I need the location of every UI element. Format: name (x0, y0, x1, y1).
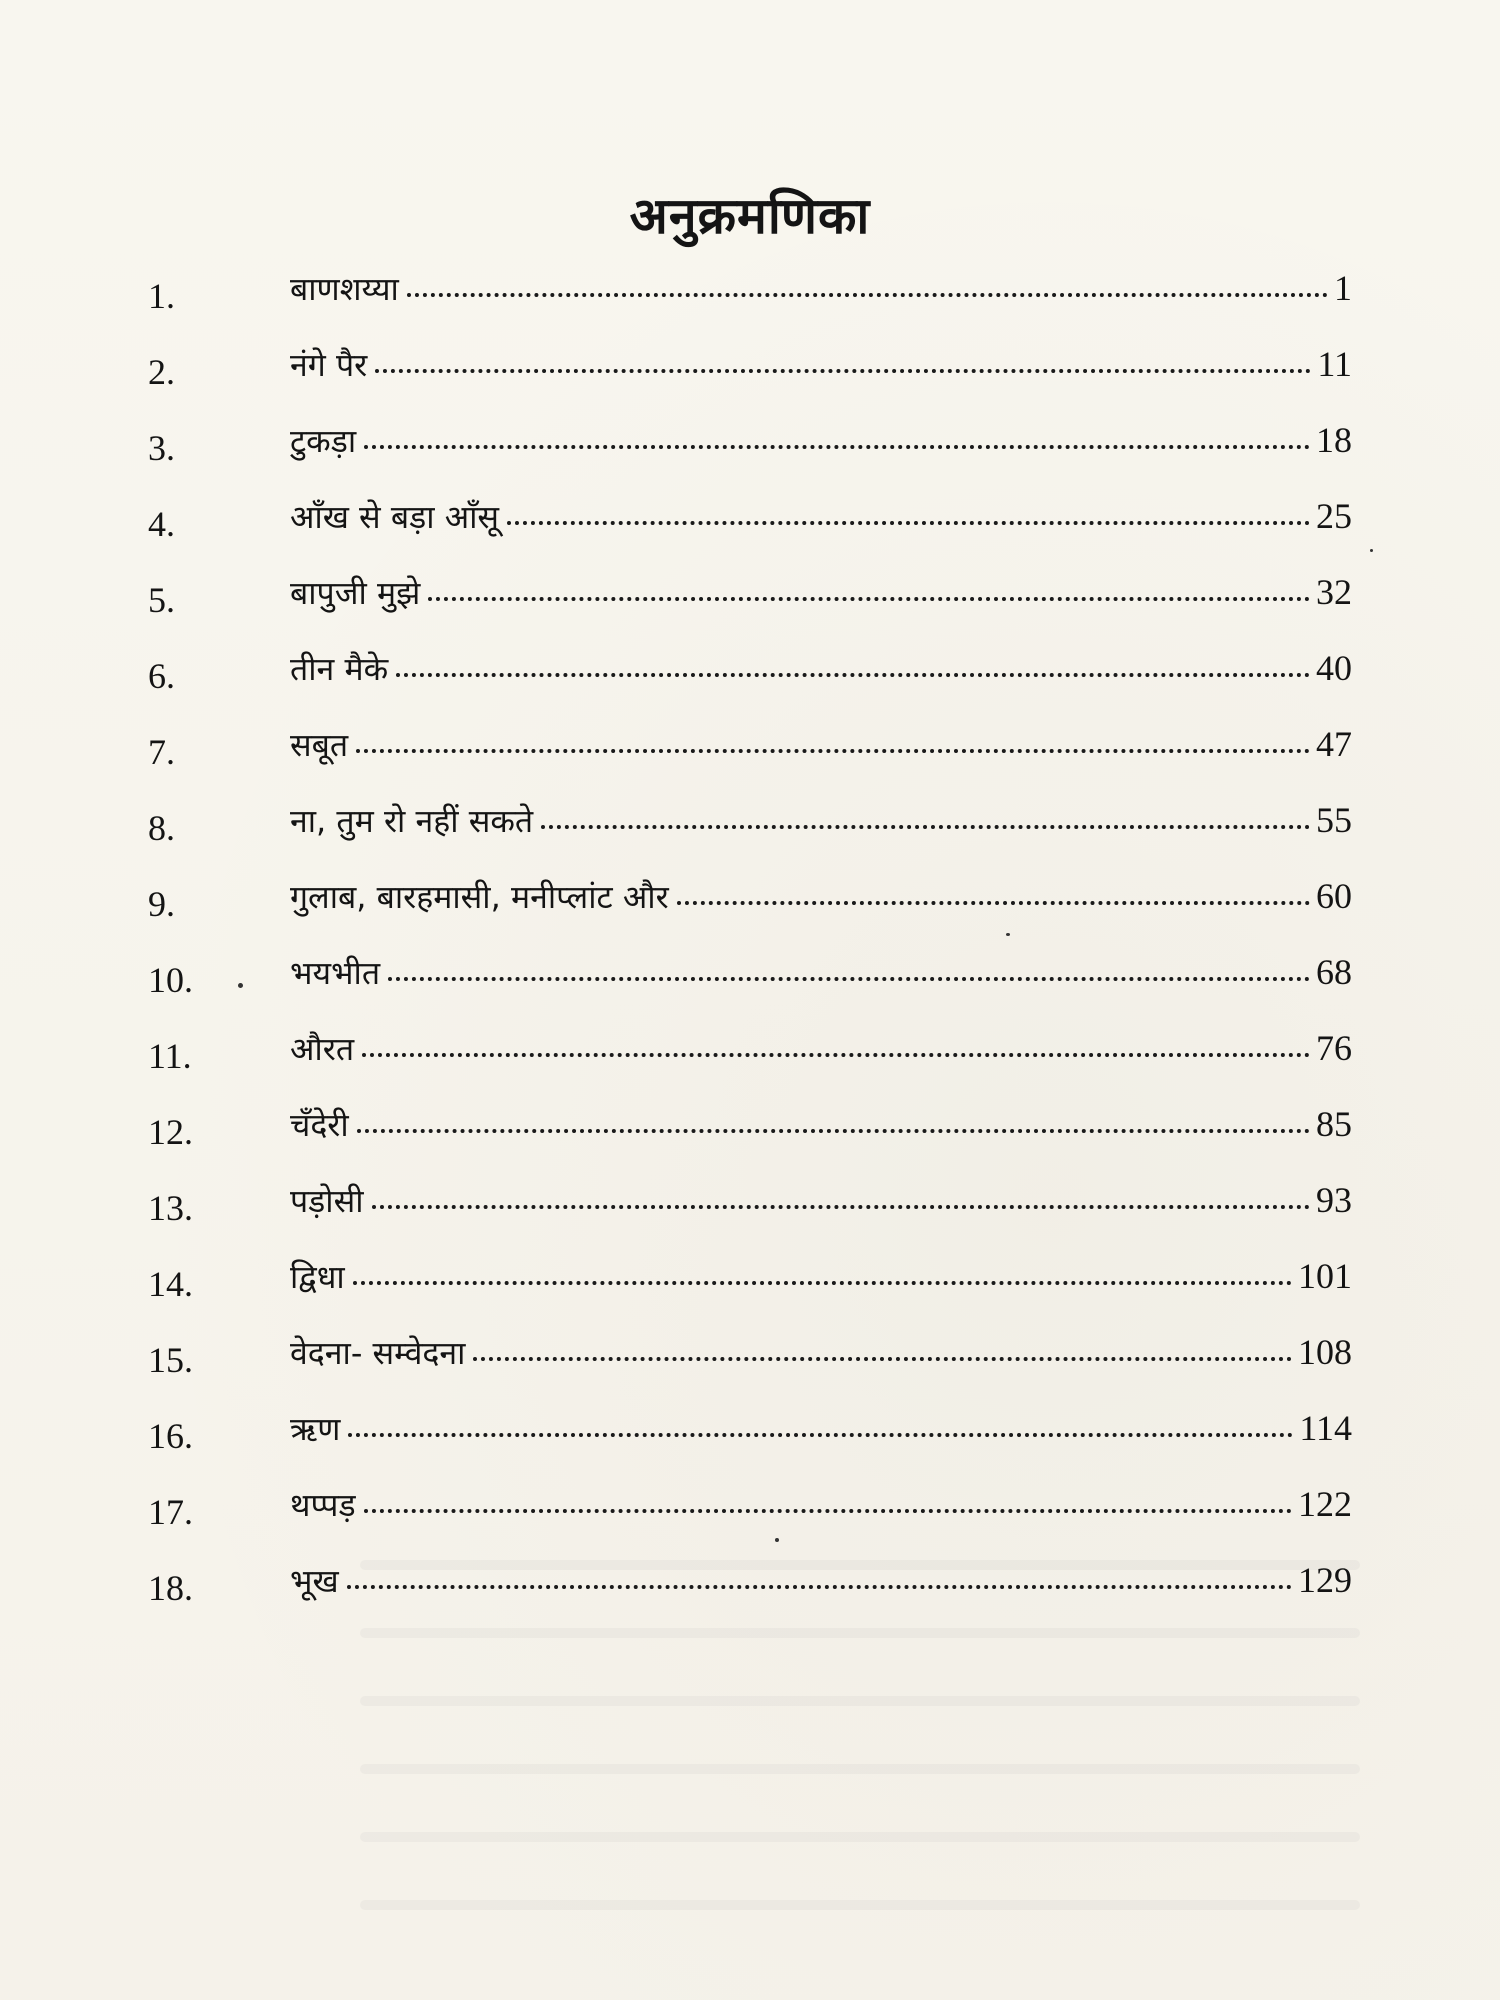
entry-body (290, 1483, 1352, 1543)
dot-leader (348, 1433, 1293, 1437)
entry-body (290, 1331, 1352, 1391)
ink-speck (238, 983, 243, 988)
dot-leader (428, 597, 1310, 601)
bleed-through-text (360, 1560, 1360, 1968)
dot-leader (388, 977, 1310, 981)
toc-entry (0, 1403, 1500, 1479)
entry-title: तीन मैके (290, 650, 389, 688)
toc-entry (0, 643, 1500, 719)
entry-body (290, 419, 1352, 479)
entry-title: औरत (290, 1030, 355, 1068)
entry-number: 18. (148, 1568, 193, 1608)
entry-page-number: 114 (1299, 1408, 1352, 1448)
entry-title: सबूत (290, 726, 349, 764)
toc-entry (0, 567, 1500, 643)
entry-title: ना, तुम रो नहीं सकते (290, 802, 534, 840)
entry-number: 3. (148, 428, 175, 468)
entry-body (290, 1103, 1352, 1163)
entry-number: 9. (148, 884, 175, 924)
entry-body (290, 951, 1352, 1011)
ink-speck (775, 1538, 779, 1542)
dot-leader (364, 1509, 1292, 1513)
entry-page-number: 18 (1316, 420, 1352, 460)
toc-entry (0, 1479, 1500, 1555)
entry-title: टुकड़ा (290, 422, 357, 460)
entry-title: गुलाब, बारहमासी, मनीप्लांट और (290, 878, 669, 916)
toc-entry (0, 1251, 1500, 1327)
entry-page-number: 68 (1316, 952, 1352, 992)
entry-number: 11. (148, 1036, 192, 1076)
ink-speck (1006, 933, 1010, 936)
dot-leader (375, 369, 1311, 373)
entry-number: 10. (148, 960, 193, 1000)
entry-body (290, 1407, 1352, 1467)
entry-body (290, 495, 1352, 555)
entry-title: वेदना- सम्वेदना (290, 1334, 466, 1372)
entry-page-number: 60 (1316, 876, 1352, 916)
dot-leader (507, 521, 1310, 525)
dot-leader (372, 1205, 1310, 1209)
entry-body (290, 1179, 1352, 1239)
entry-title: भूख (290, 1562, 339, 1600)
entry-number: 4. (148, 504, 175, 544)
toc-entry (0, 1327, 1500, 1403)
table-of-contents (0, 263, 1500, 1631)
toc-entry (0, 947, 1500, 1023)
dot-leader (356, 749, 1310, 753)
entry-page-number: 32 (1316, 572, 1352, 612)
entry-title: भयभीत (290, 954, 381, 992)
toc-entry (0, 415, 1500, 491)
entry-body (290, 267, 1352, 327)
entry-title: बाणशय्या (290, 270, 399, 308)
entry-page-number: 55 (1316, 800, 1352, 840)
entry-page-number: 93 (1316, 1180, 1352, 1220)
entry-number: 16. (148, 1416, 193, 1456)
entry-number: 6. (148, 656, 175, 696)
entry-number: 8. (148, 808, 175, 848)
toc-entry (0, 339, 1500, 415)
entry-title: नंगे पैर (290, 346, 368, 384)
entry-page-number: 25 (1316, 496, 1352, 536)
entry-number: 1. (148, 276, 175, 316)
dot-leader (353, 1281, 1292, 1285)
entry-title: थप्पड़ (290, 1486, 356, 1524)
toc-entry (0, 1175, 1500, 1251)
entry-page-number: 76 (1316, 1028, 1352, 1068)
entry-number: 17. (148, 1492, 193, 1532)
entry-number: 5. (148, 580, 175, 620)
entry-page-number: 108 (1298, 1332, 1352, 1372)
ink-speck (1370, 549, 1373, 552)
entry-body (290, 571, 1352, 631)
entry-number: 12. (148, 1112, 193, 1152)
entry-page-number: 1 (1334, 268, 1352, 308)
page-title: अनुक्रमणिका (629, 187, 871, 245)
entry-page-number: 40 (1316, 648, 1352, 688)
entry-number: 2. (148, 352, 175, 392)
dot-leader (396, 673, 1310, 677)
toc-entry (0, 719, 1500, 795)
entry-body (290, 723, 1352, 783)
entry-title: आँख से बड़ा आँसू (290, 498, 500, 536)
entry-page-number: 47 (1316, 724, 1352, 764)
entry-number: 13. (148, 1188, 193, 1228)
entry-page-number: 85 (1316, 1104, 1352, 1144)
entry-page-number: 122 (1298, 1484, 1352, 1524)
dot-leader (357, 1129, 1310, 1133)
entry-body (290, 1255, 1352, 1315)
dot-leader (407, 293, 1328, 297)
entry-number: 7. (148, 732, 175, 772)
dot-leader (677, 901, 1310, 905)
entry-title: पड़ोसी (290, 1182, 364, 1220)
entry-page-number: 11 (1317, 344, 1352, 384)
entry-title: ऋण (290, 1410, 341, 1448)
dot-leader (473, 1357, 1292, 1361)
dot-leader (364, 445, 1310, 449)
entry-body (290, 343, 1352, 403)
toc-entry (0, 795, 1500, 871)
entry-page-number: 129 (1298, 1560, 1352, 1600)
entry-number: 15. (148, 1340, 193, 1380)
entry-title: चँदेरी (290, 1106, 349, 1144)
dot-leader (541, 825, 1310, 829)
entry-number: 14. (148, 1264, 193, 1304)
toc-entry (0, 1099, 1500, 1175)
entry-title: द्विधा (290, 1258, 345, 1296)
entry-body (290, 647, 1352, 707)
dot-leader (362, 1053, 1310, 1057)
toc-entry (0, 1023, 1500, 1099)
toc-entry (0, 491, 1500, 567)
toc-entry (0, 871, 1500, 947)
toc-entry (0, 263, 1500, 339)
entry-body (290, 875, 1352, 935)
entry-body (290, 799, 1352, 859)
entry-body (290, 1027, 1352, 1087)
entry-page-number: 101 (1298, 1256, 1352, 1296)
entry-title: बापुजी मुझे (290, 574, 421, 612)
